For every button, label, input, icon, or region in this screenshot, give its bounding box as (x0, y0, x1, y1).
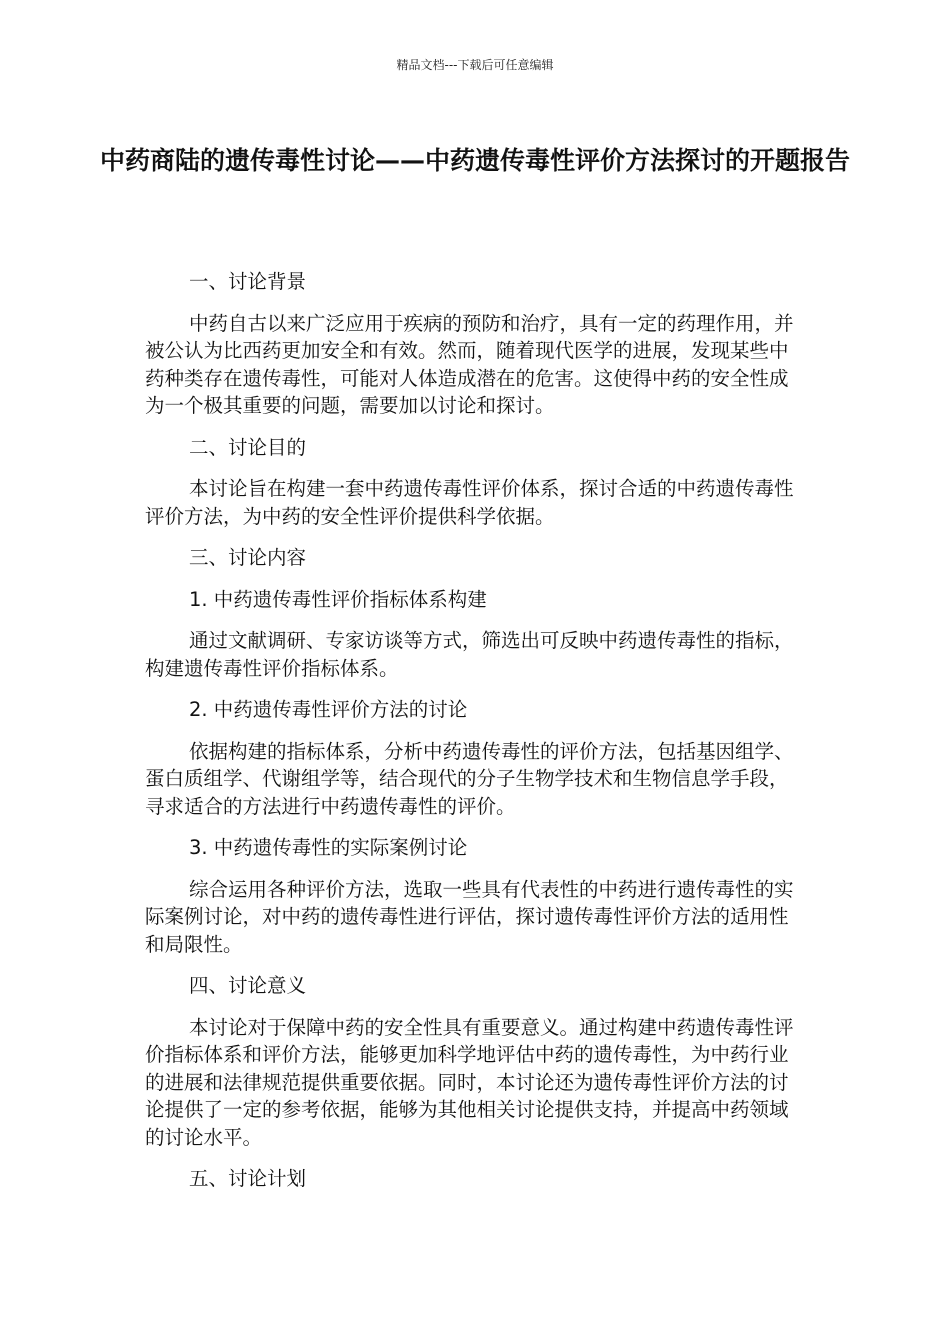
paragraph-subsection-2: 依据构建的指标体系，分析中药遗传毒性的评价方法，包括基因组学、蛋白质组学、代谢组学等，结合现代的分子生物学技术和生物信息学手段，寻求适合的方法进行中药遗传毒性的评价。 (145, 739, 794, 818)
paragraph-background: 中药自古以来广泛应用于疾病的预防和治疗，具有一定的药理作用，并被公认为比西药更加安全和有效。然而，随着现代医学的进展，发现某些中药种类存在遗传毒性，可能对人体造成潜在的危害。这使得中药的安全性成为一个极其重要的问题，需要加以讨论和探讨。 (145, 311, 794, 417)
section-heading-plan: 五、讨论计划 (189, 1167, 307, 1190)
subsection-heading-1: 1. 中药遗传毒性评价指标体系构建 (189, 587, 487, 611)
section-heading-significance: 四、讨论意义 (189, 974, 307, 997)
subsection-heading-2: 2. 中药遗传毒性评价方法的讨论 (189, 698, 468, 721)
section-heading-purpose: 二、讨论目的 (189, 435, 307, 459)
page-header-note: 精品文档---下载后可任意编辑 (396, 58, 554, 72)
document-body (145, 268, 805, 1207)
paragraph-subsection-1: 通过文献调研、专家访谈等方式，筛选出可反映中药遗传毒性的指标，构建遗传毒性评价指标体系。 (145, 629, 794, 680)
section-heading-content: 三、讨论内容 (189, 546, 307, 569)
section-heading-background: 一、讨论背景 (189, 270, 307, 293)
paragraph-subsection-3: 综合运用各种评价方法，选取一些具有代表性的中药进行遗传毒性的实际案例讨论，对中药的遗传毒性进行评估，探讨遗传毒性评价方法的适用性和局限性。 (145, 877, 794, 956)
subsection-heading-3: 3. 中药遗传毒性的实际案例讨论 (189, 836, 468, 859)
document-title: 中药商陆的遗传毒性讨论——中药遗传毒性评价方法探讨的开题报告 (100, 146, 851, 175)
paragraph-purpose: 本讨论旨在构建一套中药遗传毒性评价体系，探讨合适的中药遗传毒性评价方法，为中药的安全性评价提供科学依据。 (145, 477, 794, 528)
paragraph-significance: 本讨论对于保障中药的安全性具有重要意义。通过构建中药遗传毒性评价指标体系和评价方法，能够更加科学地评估中药的遗传毒性，为中药行业的进展和法律规范提供重要依据。同时，本讨论还为遗传毒性评价方法的讨论提供了一定的参考依据，能够为其他相关讨论提供支持，并提高中药领域的讨论水平。 (145, 1015, 794, 1149)
